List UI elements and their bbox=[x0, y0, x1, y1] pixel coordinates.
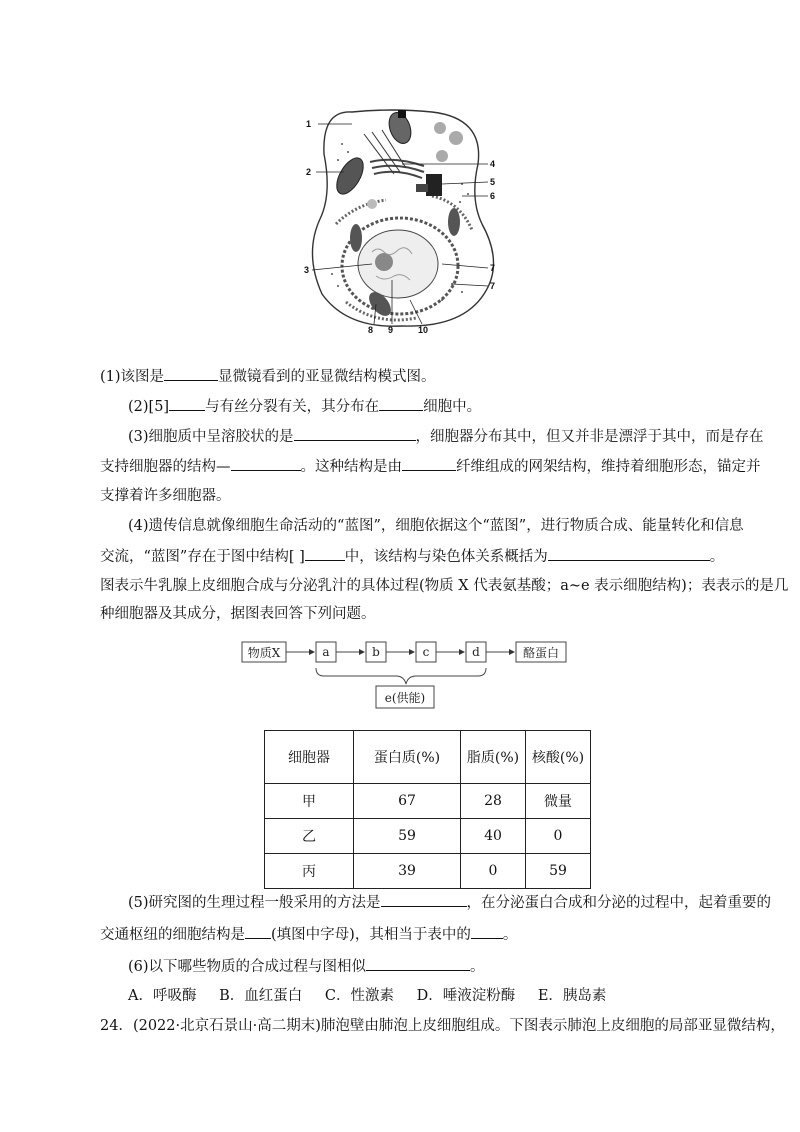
table-cell: 微量 bbox=[526, 784, 591, 819]
choice-e: E．胰岛素 bbox=[537, 988, 607, 1004]
label-5: 5 bbox=[490, 177, 496, 187]
centriole bbox=[426, 174, 442, 196]
flow-step-a: a bbox=[322, 645, 330, 659]
organelle-table bbox=[264, 730, 591, 889]
golgi-apparatus bbox=[370, 160, 424, 178]
label-4: 4 bbox=[490, 159, 496, 169]
table-row bbox=[265, 819, 591, 854]
table-cell: 67 bbox=[354, 784, 461, 819]
label-3: 3 bbox=[304, 265, 310, 275]
flow-end: 酪蛋白 bbox=[522, 646, 560, 660]
question-3-line1: (3)细胞质中呈溶胶状的是 ，细胞器分布其中，但又并非是漂浮于其中，而是存在 bbox=[128, 426, 740, 447]
question-5-line1: (5)研究图的生理过程一般采用的方法是 ，在分泌蛋白合成和分泌的过程中，起着重要的 bbox=[128, 892, 740, 913]
table-row bbox=[265, 854, 591, 889]
table-cell: 0 bbox=[461, 854, 526, 889]
label-8: 8 bbox=[368, 325, 374, 335]
label-6: 6 bbox=[490, 191, 496, 201]
mitochondrion bbox=[448, 208, 460, 236]
table-cell: 0 bbox=[526, 819, 591, 854]
label-7a: 7 bbox=[490, 263, 496, 273]
table-cell: 甲 bbox=[265, 784, 354, 819]
label-1: 1 bbox=[306, 119, 312, 129]
label-10: 10 bbox=[418, 325, 429, 335]
choice-b: B．血红蛋白 bbox=[219, 988, 303, 1004]
label-7b: 7 bbox=[490, 281, 496, 291]
question-6-choices bbox=[128, 986, 740, 1006]
table-header-row bbox=[265, 731, 591, 784]
label-9: 9 bbox=[388, 325, 394, 335]
choice-d: D．唾液淀粉酶 bbox=[416, 988, 516, 1004]
nucleolus bbox=[375, 253, 393, 271]
table-cell: 丙 bbox=[265, 854, 354, 889]
question-4-line2: 交流，“蓝图”存在于图中结构[ ] 中，该结构与染色体关系概括为 。 bbox=[100, 546, 740, 567]
question-4-line1: (4)遗传信息就像细胞生命活动的“蓝图”，细胞依据这个“蓝图”，进行物质合成、能量转化和信息 bbox=[128, 518, 744, 534]
question-6: (6)以下哪些物质的合成过程与图相似 。 bbox=[128, 956, 740, 977]
table-cell: 59 bbox=[526, 854, 591, 889]
table-header: 细胞器 bbox=[265, 731, 354, 784]
table-header: 脂质(%) bbox=[461, 731, 526, 784]
table-cell: 59 bbox=[354, 819, 461, 854]
question-2: (2)[5] 与有丝分裂有关，其分布在 细胞中。 bbox=[128, 396, 740, 417]
flow-step-c: c bbox=[422, 645, 430, 659]
table-row bbox=[265, 784, 591, 819]
table-cell: 28 bbox=[461, 784, 526, 819]
choice-a: A．呼吸酶 bbox=[128, 988, 197, 1004]
flow-step-d: d bbox=[472, 645, 480, 659]
mitochondrion bbox=[331, 154, 368, 199]
question-24-line1: 24．(2022·北京石景山·高二期末)肺泡壁由肺泡上皮细胞组成。下图表示肺泡上皮细胞的局部亚显微结构， bbox=[100, 1018, 785, 1034]
choice-c: C．性激素 bbox=[324, 988, 394, 1004]
intro-line1: 图表示牛乳腺上皮细胞合成与分泌乳汁的具体过程(物质 X 代表氨基酸；a~e 表示细胞结构)；表表示的是几 bbox=[100, 578, 789, 594]
animal-cell-diagram bbox=[292, 104, 512, 340]
table-header: 蛋白质(%) bbox=[354, 731, 461, 784]
question-1: (1)该图是 显微镜看到的亚显微结构模式图。 bbox=[100, 366, 740, 387]
flow-energy: e(供能) bbox=[384, 691, 426, 705]
flow-step-b: b bbox=[372, 645, 380, 659]
question-3-line3: 支撑着许多细胞器。 bbox=[100, 488, 231, 504]
table-header: 核酸(%) bbox=[526, 731, 591, 784]
brace bbox=[316, 668, 486, 684]
flow-start: 物质X bbox=[247, 646, 281, 660]
table-cell: 乙 bbox=[265, 819, 354, 854]
secretion-flow-diagram bbox=[240, 636, 570, 712]
label-2: 2 bbox=[306, 167, 312, 177]
mitochondrion bbox=[350, 224, 362, 252]
question-3-line2: 支持细胞器的结构— 。这种结构是由 纤维组成的网架结构，维持着细胞形态，锚定并 bbox=[100, 456, 740, 477]
table-cell: 39 bbox=[354, 854, 461, 889]
question-5-line2: 交通枢纽的细胞结构是 (填图中字母)，其相当于表中的 。 bbox=[100, 924, 740, 945]
table-cell: 40 bbox=[461, 819, 526, 854]
intro-line2: 种细胞器及其成分，据图表回答下列问题。 bbox=[100, 606, 376, 622]
